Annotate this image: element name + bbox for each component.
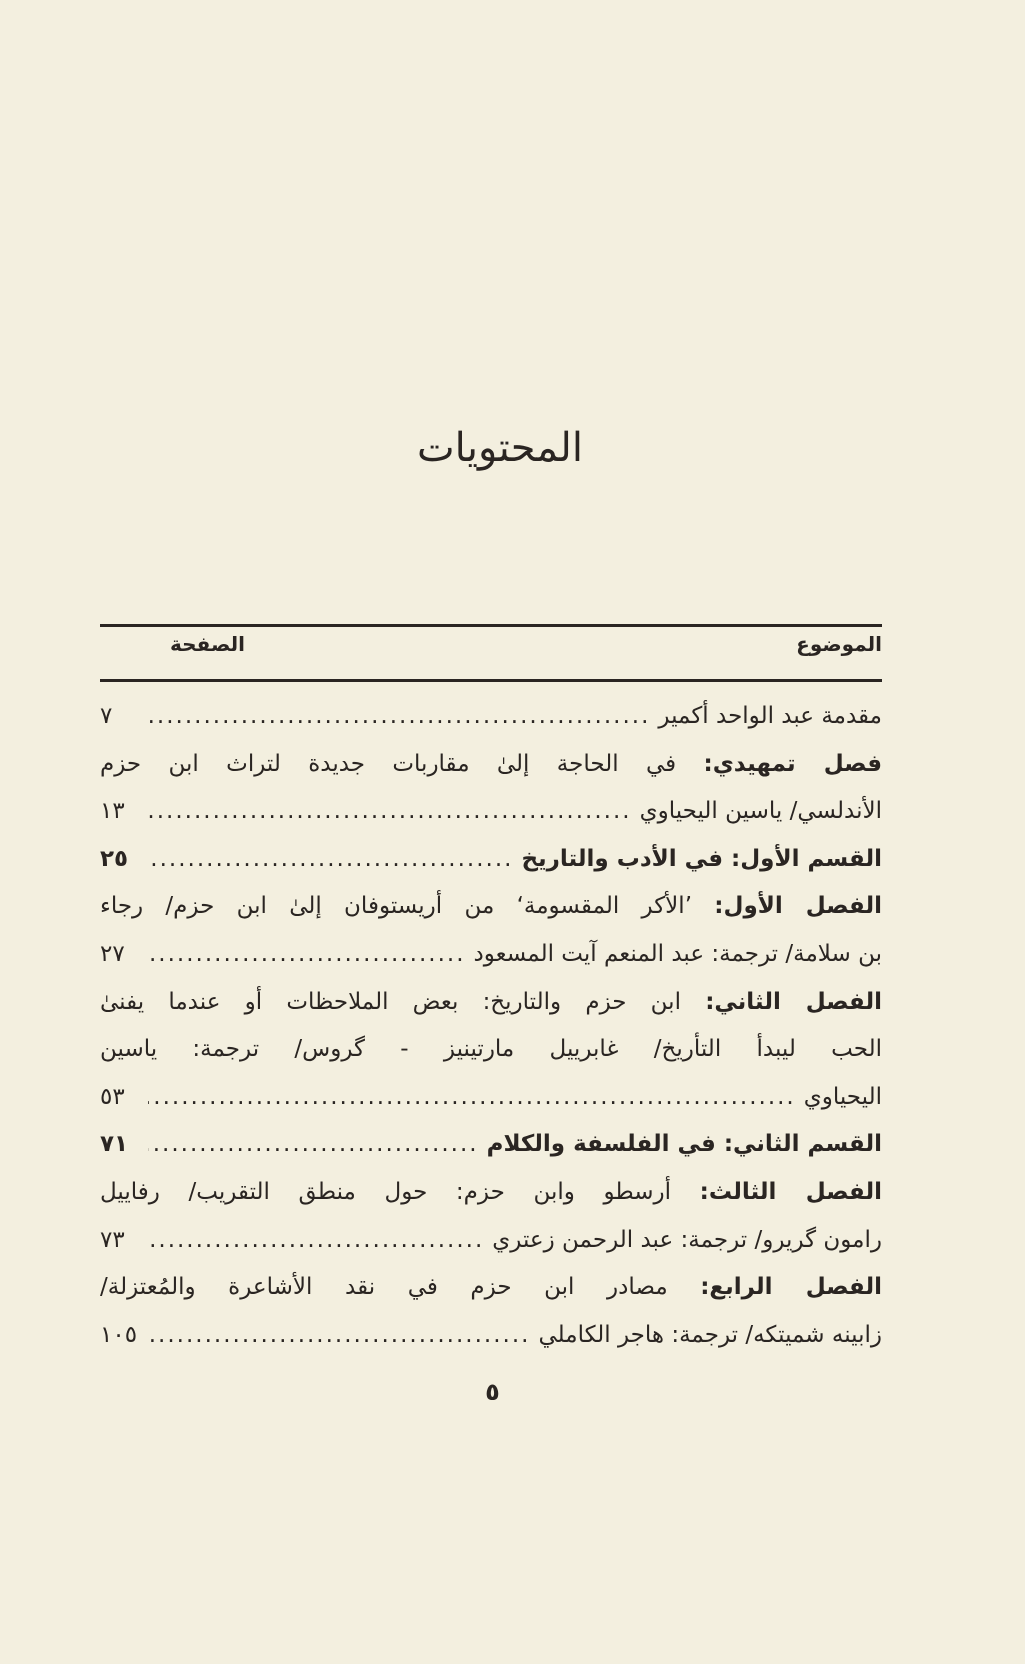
entry-text: [492, 1217, 882, 1265]
entry-text: [100, 989, 882, 1015]
page-title: المحتويات: [417, 425, 583, 471]
entry-text: [487, 1121, 882, 1169]
toc-entry[interactable]: [100, 693, 882, 741]
entry-text: [658, 693, 882, 741]
header-bottom-rule: [100, 679, 882, 682]
toc-entry-line: [100, 1312, 882, 1360]
entry-heading: فصل تمهيدي:: [703, 750, 882, 777]
entry-text: [100, 1274, 882, 1300]
toc-entry-line: [100, 788, 882, 836]
entry-heading: الفصل الأول:: [714, 893, 883, 920]
entry-page-number: ٥٣: [100, 1083, 125, 1110]
page-column-header: الصفحة: [170, 632, 246, 656]
entry-title-text: بن سلامة/ ترجمة: عبد المنعم آيت المسعود: [473, 940, 882, 967]
entry-title-text: ’الأكر المقسومة‘ من أريستوفان إلىٰ ابن حزم/ رجاء: [100, 893, 715, 920]
entry-text: [100, 751, 882, 777]
toc-entry[interactable]: [100, 1264, 882, 1359]
toc-header: [100, 632, 882, 672]
entry-title-text: مقدمة عبد الواحد أكمير: [658, 703, 882, 729]
entry-title-text: في الحاجة إلىٰ مقاربات جديدة لتراث ابن حزم: [100, 750, 704, 777]
entry-page-number: ١٠٥: [100, 1321, 138, 1348]
topic-column-header: الموضوع: [796, 632, 882, 656]
entry-page-number: ٧٣: [100, 1226, 125, 1253]
toc-entry-line: [100, 1169, 882, 1217]
toc-entry-line: [100, 1121, 882, 1169]
toc-entry[interactable]: [100, 979, 882, 1122]
entry-page-number: ٧١: [100, 1131, 129, 1158]
entry-title-text: الأندلسي/ ياسين اليحياوي: [639, 798, 882, 825]
toc-entry[interactable]: [100, 1121, 882, 1169]
toc-entry-line: [100, 1074, 882, 1122]
toc-entry-line: [100, 979, 882, 1027]
dot-leader: [148, 788, 632, 836]
entry-text: [521, 836, 882, 884]
entry-heading: الفصل الرابع:: [700, 1274, 883, 1301]
dot-leader: [148, 931, 466, 979]
entry-title-text: رامون گريرو/ ترجمة: عبد الرحمن زعتري: [492, 1226, 882, 1253]
entry-text: [100, 893, 882, 919]
dot-leader: [148, 1121, 479, 1169]
entry-page-number: ١٣: [100, 798, 125, 825]
toc-entry-line: [100, 741, 882, 789]
entry-text: [474, 931, 882, 979]
toc-entry-line: [100, 1217, 882, 1265]
entry-heading: القسم الأول: في الأدب والتاريخ: [521, 845, 882, 872]
entry-text: [804, 1074, 882, 1122]
toc-entry-line: [100, 1264, 882, 1312]
entry-heading: الفصل الثاني:: [705, 988, 883, 1015]
entry-text: [100, 1179, 882, 1205]
toc-entry-line: [100, 836, 882, 884]
header-top-rule: [100, 624, 882, 627]
toc-entry-line: [100, 883, 882, 931]
entry-text: [538, 1312, 882, 1360]
dot-leader: [148, 693, 650, 741]
dot-leader: [148, 1074, 796, 1122]
entry-title-text: الحب ليبدأ التأريخ/ غابرييل مارتينيز - گروس/ ترجمة: ياسين: [100, 1036, 882, 1063]
entry-heading: الفصل الثالث:: [699, 1178, 882, 1205]
entry-text: [100, 1036, 882, 1062]
page-number: ٥: [485, 1378, 500, 1406]
entry-title-text: زابينه شميتكه/ ترجمة: هاجر الكاملي: [538, 1321, 882, 1348]
entry-page-number: ٢٧: [100, 940, 125, 967]
toc-entry-line: [100, 693, 882, 741]
toc-entry[interactable]: [100, 883, 882, 978]
entry-title-text: مصادر ابن حزم في نقد الأشاعرة والمُعتزلة/: [100, 1274, 701, 1301]
dot-leader: [148, 836, 513, 884]
toc-entry[interactable]: [100, 836, 882, 884]
entry-title-text: ابن حزم والتاريخ: بعض الملاحظات أو عندما يفنىٰ: [100, 988, 706, 1015]
toc-entry[interactable]: [100, 741, 882, 836]
entry-page-number: ٢٥: [100, 845, 129, 872]
entry-page-number: ٧: [100, 703, 113, 729]
entry-heading: القسم الثاني: في الفلسفة والكلام: [486, 1131, 882, 1158]
toc-entry-line: [100, 931, 882, 979]
toc-entry-line: [100, 1026, 882, 1074]
entry-title-text: اليحياوي: [803, 1083, 882, 1110]
dot-leader: [148, 1217, 484, 1265]
entry-title-text: أرسطو وابن حزم: حول منطق التقريب/ رفاييل: [100, 1178, 700, 1205]
entry-text: [640, 788, 882, 836]
toc-entry[interactable]: [100, 1169, 882, 1264]
toc-list: [100, 693, 882, 1359]
dot-leader: [148, 1312, 530, 1360]
